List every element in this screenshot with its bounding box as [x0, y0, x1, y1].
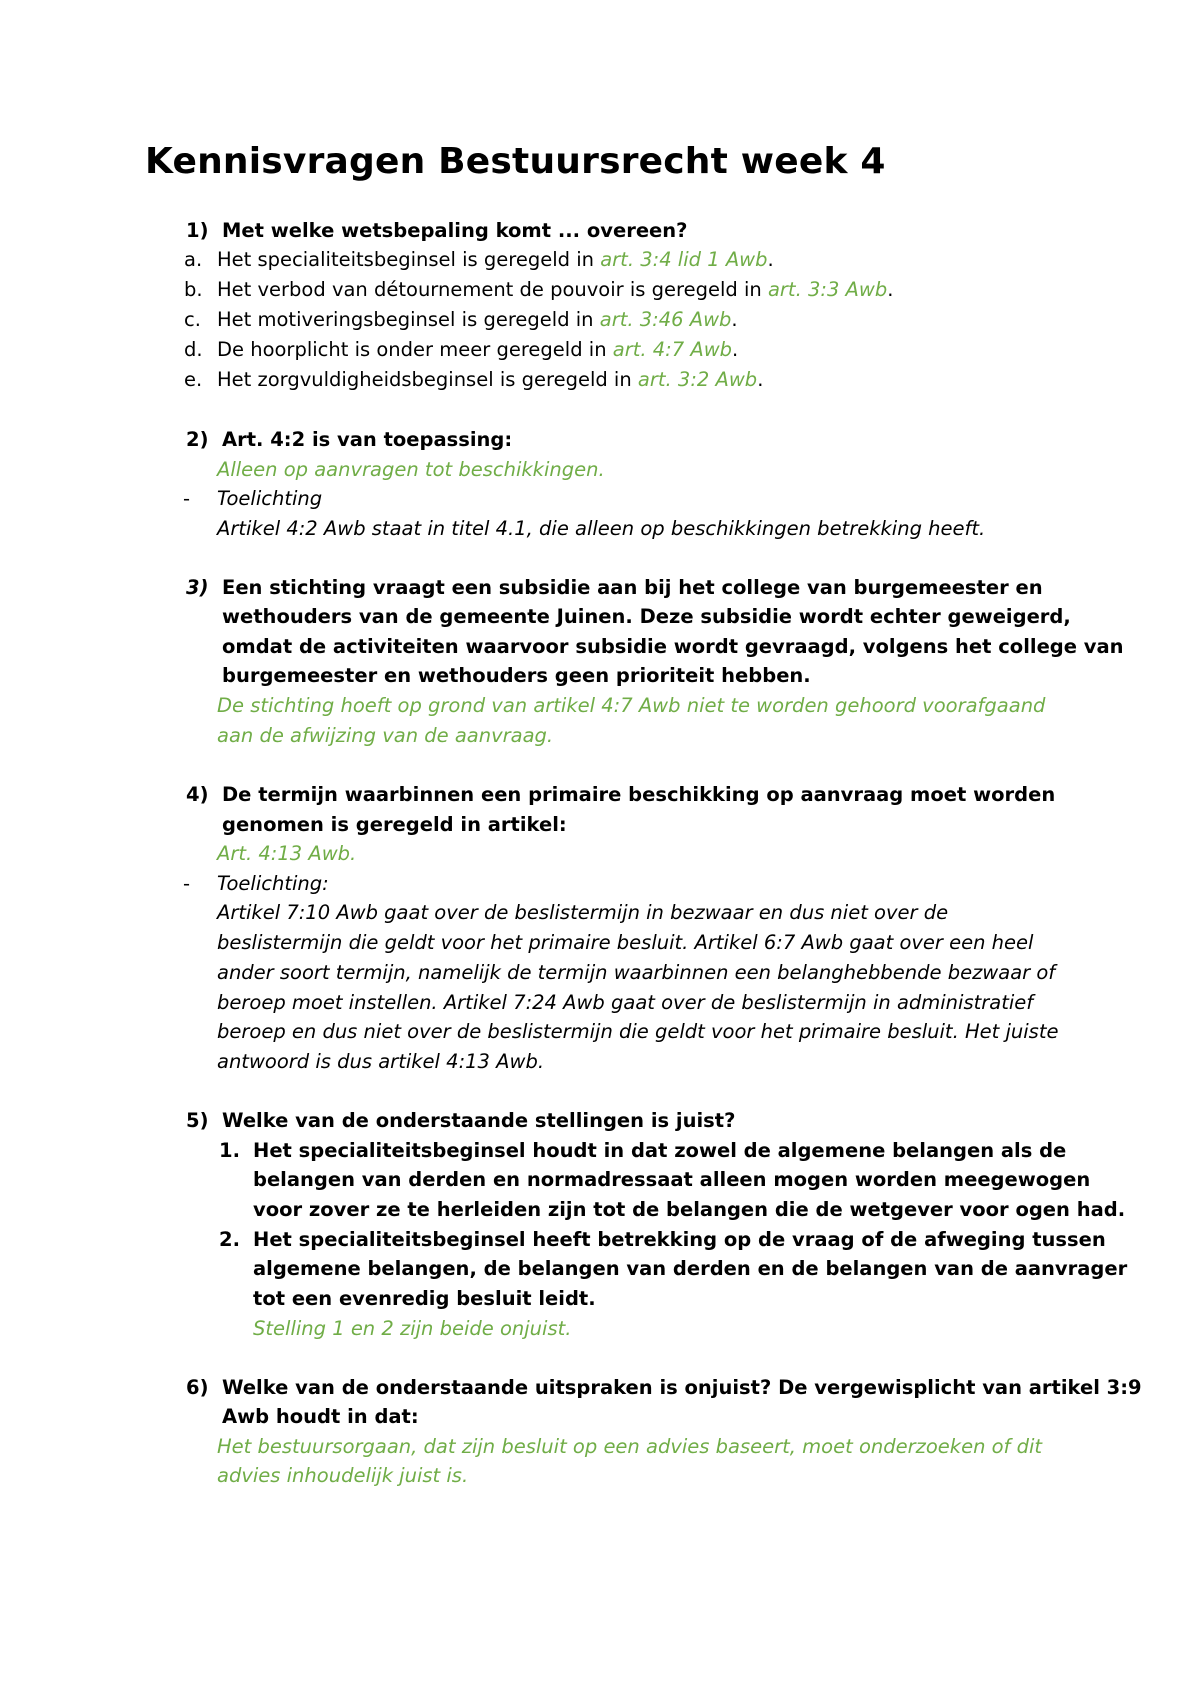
question-number: 1) — [186, 219, 209, 242]
list-item-label: e. — [184, 368, 203, 391]
answer-line: advies inhoudelijk juist is. — [217, 1464, 469, 1487]
statement-label: 2. — [219, 1228, 240, 1251]
statement-line: belangen van derden en normadressaat alleen mogen worden meegewogen — [253, 1168, 1091, 1191]
statement-line: Het specialiteitsbeginsel houdt in dat zowel de algemene belangen als de — [253, 1139, 1067, 1162]
answer-text: art. 3:46 Awb — [599, 308, 732, 331]
dash-bullet: - — [183, 872, 191, 895]
question-number: 5) — [186, 1109, 209, 1132]
note-line: beslistermijn die geldt voor het primaire besluit. Artikel 6:7 Awb gaat over een heel — [217, 931, 1034, 954]
answer-text: Art. 4:13 Awb. — [217, 842, 357, 865]
list-item-label: c. — [184, 308, 201, 331]
statement-text: Het motiveringsbeginsel is geregeld in — [217, 308, 600, 331]
answer-line: De stichting hoeft op grond van artikel 4:7 Awb niet te worden gehoord voorafgaand — [217, 694, 1046, 717]
question-number: 3) — [186, 576, 209, 599]
question-line: De termijn waarbinnen een primaire beschikking op aanvraag moet worden — [222, 783, 1056, 806]
statement-text: De hoorplicht is onder meer geregeld in — [217, 338, 613, 361]
question-line: burgemeester en wethouders geen prioriteit hebben. — [222, 664, 811, 687]
note-line: antwoord is dus artikel 4:13 Awb. — [217, 1050, 545, 1073]
statement-label: 1. — [219, 1139, 240, 1162]
statement-line: Het specialiteitsbeginsel heeft betrekking op de vraag of de afweging tussen — [253, 1228, 1106, 1251]
note-line: beroep moet instellen. Artikel 7:24 Awb gaat over de beslistermijn in administratief — [217, 991, 1034, 1014]
answer-line: aan de afwijzing van de aanvraag. — [217, 724, 554, 747]
list-item-text — [217, 365, 763, 395]
list-item-text — [217, 275, 893, 305]
answer-text: Stelling 1 en 2 zijn beide onjuist. — [253, 1317, 572, 1340]
question-line: Welke van de onderstaande uitspraken is onjuist? De vergewisplicht van artikel 3:9 — [222, 1376, 1142, 1399]
period: . — [767, 248, 774, 271]
list-item-label: a. — [184, 248, 203, 271]
answer-text: Alleen op aanvragen tot beschikkingen. — [217, 458, 605, 481]
statement-text: Het verbod van détournement de pouvoir is geregeld in — [217, 278, 768, 301]
list-item-label: b. — [184, 278, 203, 301]
question-number: 2) — [186, 428, 209, 451]
question-line: wethouders van de gemeente Juinen. Deze subsidie wordt echter geweigerd, — [222, 605, 1071, 628]
statement-line: voor zover ze te herleiden zijn tot de belangen die de wetgever voor ogen had. — [253, 1198, 1126, 1221]
period: . — [757, 368, 764, 391]
list-item-label: d. — [184, 338, 203, 361]
statement-line: algemene belangen, de belangen van derden en de belangen van de aanvrager — [253, 1257, 1128, 1280]
statement-text: Het specialiteitsbeginsel is geregeld in — [217, 248, 601, 271]
note-line: Artikel 7:10 Awb gaat over de beslistermijn in bezwaar en dus niet over de — [217, 901, 949, 924]
answer-text: art. 3:2 Awb — [637, 368, 758, 391]
period: . — [887, 278, 894, 301]
dash-bullet: - — [183, 487, 191, 510]
question-number: 4) — [186, 783, 209, 806]
question-text: Met welke wetsbepaling komt ... overeen? — [222, 219, 688, 242]
period: . — [731, 308, 738, 331]
answer-line: Het bestuursorgaan, dat zijn besluit op een advies baseert, moet onderzoeken of dit — [217, 1435, 1043, 1458]
statement-line: tot een evenredig besluit leidt. — [253, 1287, 596, 1310]
note-label: Toelichting — [217, 487, 323, 510]
note-text: Artikel 4:2 Awb staat in titel 4.1, die alleen op beschikkingen betrekking heeft. — [217, 517, 986, 540]
answer-text: art. 4:7 Awb — [612, 338, 733, 361]
answer-text: art. 3:3 Awb — [767, 278, 888, 301]
period: . — [732, 338, 739, 361]
question-line: omdat de activiteiten waarvoor subsidie wordt gevraagd, volgens het college van — [222, 635, 1124, 658]
list-item-text — [217, 245, 774, 275]
question-line: Awb houdt in dat: — [222, 1405, 419, 1428]
question-number: 6) — [186, 1376, 209, 1399]
question-line: genomen is geregeld in artikel: — [222, 813, 567, 836]
question-line: Een stichting vraagt een subsidie aan bij het college van burgemeester en — [222, 576, 1043, 599]
answer-text: art. 3:4 lid 1 Awb — [600, 248, 768, 271]
note-label: Toelichting: — [217, 872, 329, 895]
note-line: beroep en dus niet over de beslistermijn die geldt voor het primaire besluit. Het juiste — [217, 1020, 1059, 1043]
statement-text: Het zorgvuldigheidsbeginsel is geregeld in — [217, 368, 638, 391]
list-item-text — [217, 335, 738, 365]
question-text: Welke van de onderstaande stellingen is juist? — [222, 1109, 736, 1132]
note-line: ander soort termijn, namelijk de termijn waarbinnen een belanghebbende bezwaar of — [217, 961, 1056, 984]
list-item-text — [217, 305, 738, 335]
question-text: Art. 4:2 is van toepassing: — [222, 428, 513, 451]
page-title: Kennisvragen Bestuursrecht week 4 — [145, 141, 886, 182]
